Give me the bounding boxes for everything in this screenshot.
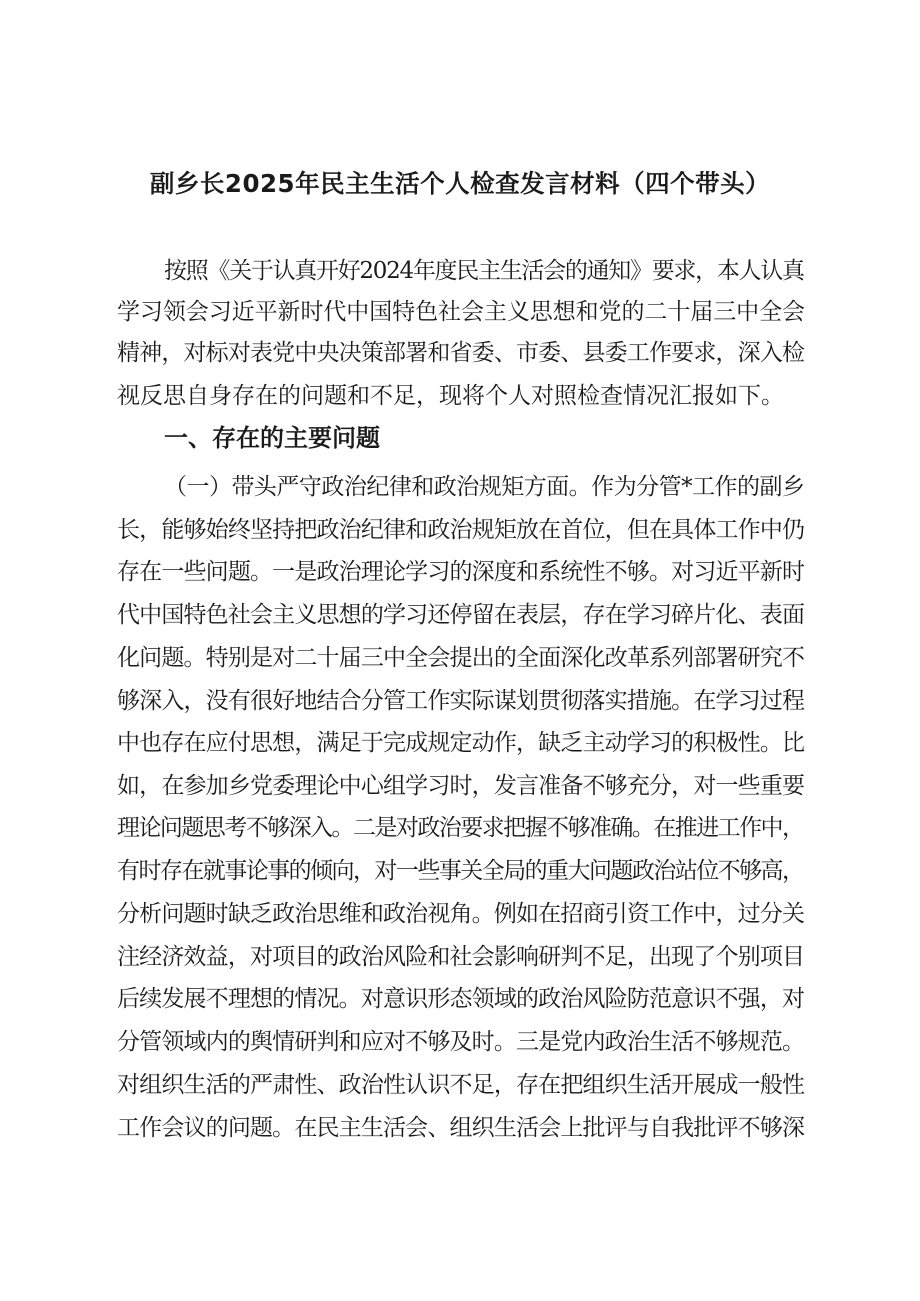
body-line: 中也存在应付思想，满足于完成规定动作，缺乏主动学习的积极性。比 (117, 730, 805, 756)
intro-line: 视反思自身存在的问题和不足，现将个人对照检查情况汇报如下。 (117, 383, 784, 409)
body-line: 注经济效益，对项目的政治风险和社会影响研判不足，出现了个别项目 (117, 944, 805, 970)
body-line: 分管领域内的舆情研判和应对不够及时。三是党内政治生活不够规范。 (117, 1029, 805, 1055)
body-line: 代中国特色社会主义思想的学习还停留在表层，存在学习碎片化、表面 (117, 602, 805, 628)
intro-line: 精神，对标对表党中央决策部署和省委、市委、县委工作要求，深入检 (117, 340, 805, 366)
body-line: 有时存在就事论事的倾向，对一些事关全局的重大问题政治站位不够高， (117, 858, 804, 884)
intro-line: 按照《关于认真开好2024年度民主生活会的通知》要求，本人认真 (164, 258, 804, 284)
body-line: 后续发展不理想的情况。对意识形态领域的政治风险防范意识不强，对 (117, 986, 805, 1012)
body-line: （一）带头严守政治纪律和政治规矩方面。作为分管*工作的副乡 (164, 474, 805, 500)
document-title: 副乡长2025年民主生活个人检查发言材料（四个带头） (149, 169, 771, 198)
body-line: 对组织生活的严肃性、政治性认识不足，存在把组织生活开展成一般性 (117, 1072, 805, 1098)
body-line: 如，在参加乡党委理论中心组学习时，发言准备不够充分，对一些重要 (117, 773, 805, 799)
intro-line: 学习领会习近平新时代中国特色社会主义思想和党的二十届三中全会 (117, 299, 805, 325)
body-line: 长，能够始终坚持把政治纪律和政治规矩放在首位，但在具体工作中仍 (117, 517, 805, 543)
body-line: 存在一些问题。一是政治理论学习的深度和系统性不够。对习近平新时 (117, 559, 805, 585)
body-line: 工作会议的问题。在民主生活会、组织生活会上批评与自我批评不够深 (117, 1115, 805, 1141)
section-heading: 一、存在的主要问题 (164, 424, 380, 452)
body-line: 够深入，没有很好地结合分管工作实际谋划贯彻落实措施。在学习过程 (117, 688, 805, 714)
body-line: 化问题。特别是对二十届三中全会提出的全面深化改革系列部署研究不 (117, 645, 805, 671)
body-line: 理论问题思考不够深入。二是对政治要求把握不够准确。在推进工作中， (117, 815, 804, 841)
body-line: 分析问题时缺乏政治思维和政治视角。例如在招商引资工作中，过分关 (117, 901, 805, 927)
